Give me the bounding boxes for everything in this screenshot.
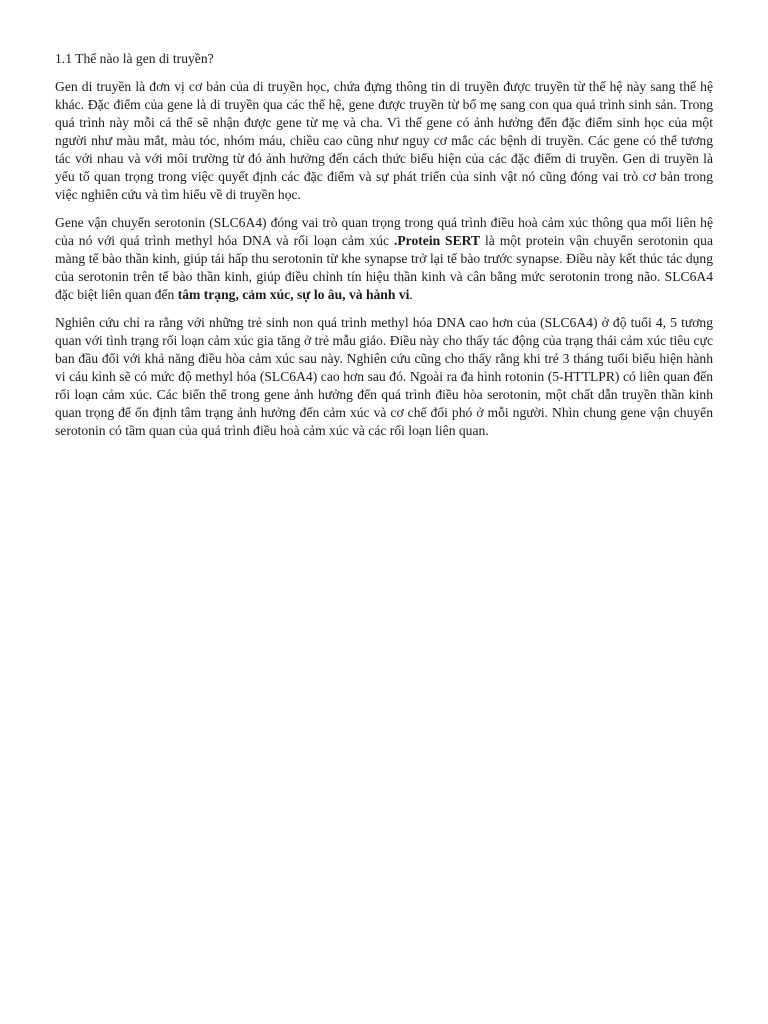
bold-emotion-terms: tâm trạng, cảm xúc, sự lo âu, và hành vi [177,287,410,302]
bold-protein-sert: .Protein SERT [393,233,481,248]
section-heading: 1.1 Thế nào là gen di truyền? [55,51,214,66]
paragraph-text: Gene vận chuyển serotonin (SLC6A4) đóng vai trò quan trọng trong quá trình điều hoà cảm xúc thông qua mối liên hệ của nó với quá trình methyl hóa DNA và rối loạn cảm xúc [55,215,713,248]
paragraph-research: Nghiên cứu chỉ ra rằng với những trẻ sinh non quá trình methyl hóa DNA cao hơn của (SLC6A4) ở độ tuổi 4, 5 tương quan với tình trạng rối loạn cảm xúc gia tăng ở trẻ mẫu giáo. Điều này cho thấy tác động của trạng thái cảm xúc tiêu cực ban đầu đối với khả năng điều hòa cảm xúc sau này. Nghiên cứu cũng cho thấy rằng khi trẻ 3 tháng tuổi biểu hiện hành vi cáu kỉnh sẽ có mức độ methyl hóa (SLC6A4) cao hơn sau đó. Ngoài ra đa hình rotonin (5-HTTLPR) có liên quan đến rối loạn cảm xúc. Các biến thể trong gene ảnh hưởng đến quá trình điều hòa serotonin, một chất dẫn truyền thần kinh quan trọng để ổn định tâm trạng ảnh hưởng đến cảm xúc và cơ chế đối phó ở mỗi người. Nhìn chung gene vận chuyển serotonin có tầm quan của quá trình điều hoà cảm xúc và các rối loạn liên quan. [55,315,713,438]
paragraph-gene-definition: Gen di truyền là đơn vị cơ bản của di truyền học, chứa đựng thông tin di truyền được truyền từ thế hệ này sang thế hệ khác. Đặc điểm của gene là di truyền qua các thế hệ, gene được truyền từ bố mẹ sang con qua quá trình sinh sản. Trong quá trình này mỗi cá thể sẽ nhận được gene từ mẹ và cha. Vì thế gene có ảnh hưởng đến đặc điểm sinh học của một người như màu mắt, màu tóc, nhóm máu, chiều cao cũng như nguy cơ mắc các bệnh di truyền. Các gene có thể tương tác với nhau và với môi trường từ đó ảnh hưởng đến cách thức biểu hiện của các đặc điểm di truyền. Gen di truyền là yếu tố quan trọng trong việc quyết định các đặc điểm và sự phát triển của sinh vật nó cũng đóng vai trò cơ bản trong việc nghiên cứu và tìm hiểu về di truyền học. [55,79,713,202]
paragraph-text: là một protein vận chuyển serotonin qua màng tế bào thần kinh, giúp tái hấp thu serotonin từ khe synapse trở lại tế bào trước synapse. Điều này kết thúc tác dụng của serotonin trên tế bào thần kinh, giúp điều chỉnh tín hiệu thần kinh và cân bằng mức serotonin trong não. SLC6A4 đặc biệt liên quan đến [55,233,713,302]
paragraph-text: . [409,287,413,302]
document-page [55,50,713,450]
paragraph-slc6a4 [55,214,713,304]
